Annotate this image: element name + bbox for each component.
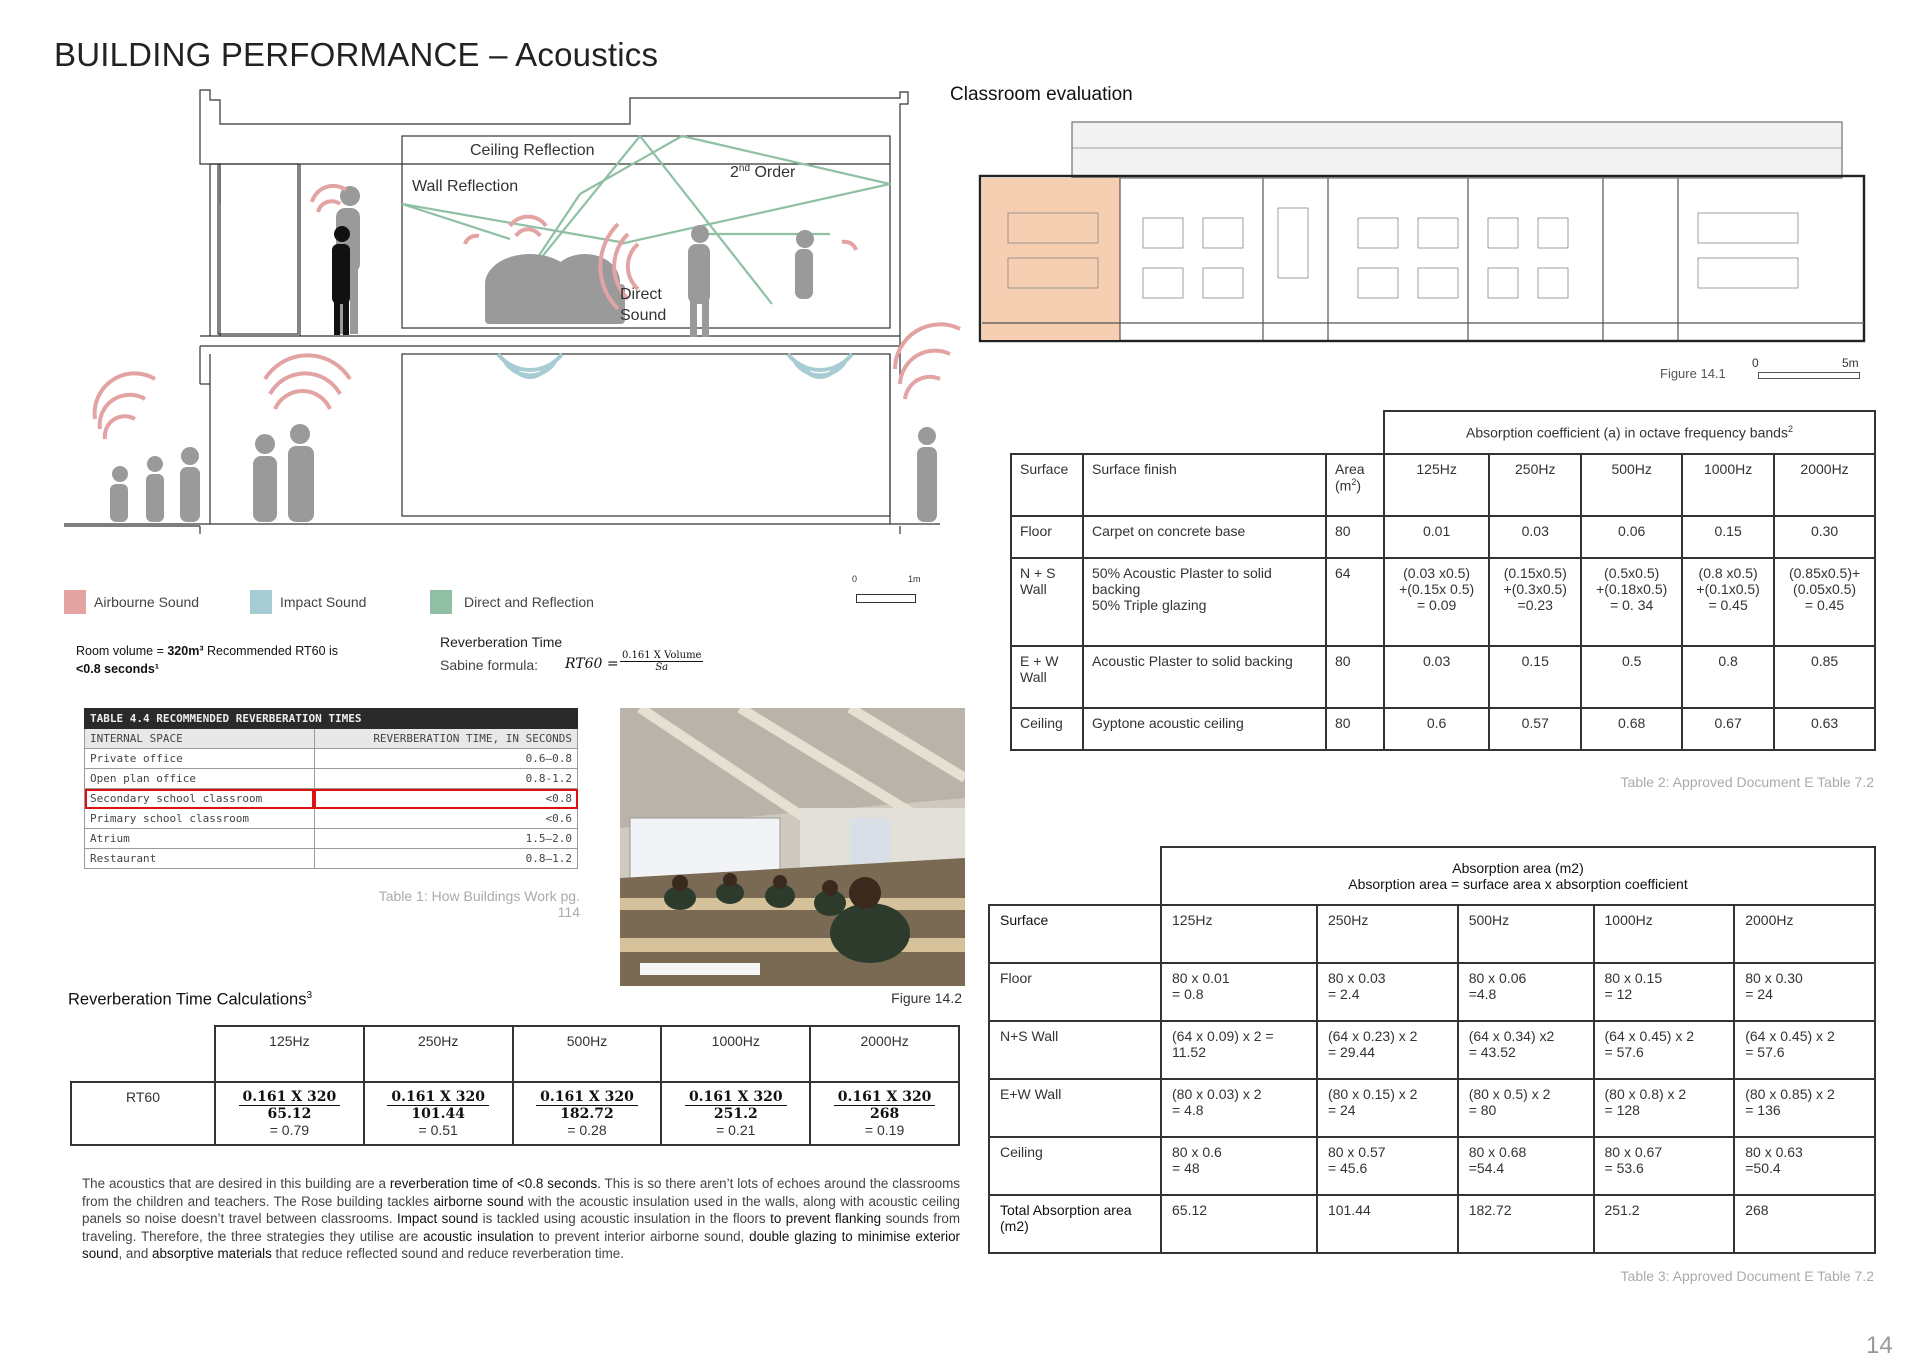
- t2-area-cell: 80: [1326, 516, 1384, 558]
- t2-value-cell: (0.5x0.5) +(0.18x0.5) = 0. 34: [1581, 558, 1682, 646]
- t2-surface-header: Surface: [1011, 454, 1083, 516]
- t3-value-cell: 80 x 0.68 =54.4: [1458, 1137, 1594, 1195]
- rt-fraction: 0.161 X 320 101.44 = 0.51: [387, 1089, 489, 1138]
- book-space-cell: Private office: [85, 749, 315, 769]
- plan-scale-bar: [1758, 372, 1860, 379]
- t2-value-cell: 0.63: [1774, 708, 1875, 750]
- rt-value-cell: [215, 1082, 364, 1145]
- direct-label-2: Sound: [620, 307, 667, 324]
- t2-value-cell: 0.03: [1489, 516, 1581, 558]
- t2-value-cell: (0.15x0.5) +(0.3x0.5) =0.23: [1489, 558, 1581, 646]
- t2-row: [1011, 558, 1875, 646]
- t3-value-cell: 80 x 0.6 = 48: [1161, 1137, 1317, 1195]
- t2-finish-header: Surface finish: [1083, 454, 1326, 516]
- rt-calc-heading: Reverberation Time Calculations$^3$: [68, 990, 313, 1009]
- t2-area-cell: 64: [1326, 558, 1384, 646]
- absorption-area-table: [988, 846, 1876, 1254]
- rt60-lhs: RT60 =: [565, 656, 619, 672]
- book-time-cell: 0.8–1.2: [314, 849, 577, 869]
- book-space-cell: Open plan office: [85, 769, 315, 789]
- rt-band-header: 250Hz: [364, 1026, 513, 1082]
- rt-band-header: 1000Hz: [661, 1026, 810, 1082]
- t2-row: [1011, 708, 1875, 750]
- t3-value-cell: (64 x 0.45) x 2 = 57.6: [1734, 1021, 1875, 1079]
- t3-value-cell: (80 x 0.8) x 2 = 128: [1594, 1079, 1735, 1137]
- t3-row: [989, 1079, 1875, 1137]
- book-table-row: [85, 849, 578, 869]
- t2-value-cell: 0.5: [1581, 646, 1682, 708]
- t3-value-cell: (64 x 0.34) x2 = 43.52: [1458, 1021, 1594, 1079]
- t3-value-cell: 182.72: [1458, 1195, 1594, 1253]
- reverb-heading: Reverberation Time: [440, 634, 563, 650]
- t3-band-header: 250Hz: [1317, 905, 1458, 963]
- t3-band-header: 1000Hz: [1594, 905, 1735, 963]
- rt-row-label: RT60: [71, 1082, 215, 1145]
- page-title: BUILDING PERFORMANCE – Acoustics: [54, 36, 659, 73]
- t2-header-row: [1011, 454, 1875, 516]
- book-time-cell: 0.8-1.2: [314, 769, 577, 789]
- rt-row: [71, 1082, 959, 1145]
- book-col-space: INTERNAL SPACE: [85, 729, 315, 749]
- t3-value-cell: 251.2: [1594, 1195, 1735, 1253]
- t3-surface-header: Surface: [989, 905, 1161, 963]
- t3-row: [989, 1137, 1875, 1195]
- rt-band-header: 125Hz: [215, 1026, 364, 1082]
- t2-value-cell: 0.67: [1682, 708, 1774, 750]
- t2-surface-cell: E + W Wall: [1011, 646, 1083, 708]
- rt-value-cell: [810, 1082, 959, 1145]
- absorption-coefficient-table: [1010, 410, 1876, 751]
- book-space-cell: Secondary school classroom: [85, 789, 315, 809]
- t2-value-cell: 0.03: [1384, 646, 1489, 708]
- rt-band-header: 2000Hz: [810, 1026, 959, 1082]
- t3-row: [989, 1195, 1875, 1253]
- t3-value-cell: 80 x 0.03 = 2.4: [1317, 963, 1458, 1021]
- t2-finish-cell: Acoustic Plaster to solid backing: [1083, 646, 1326, 708]
- section-scale-0: 0: [852, 574, 858, 584]
- summary-paragraph: The acoustics that are desired in this building are a reverberation time of <0.8 seconds. This is so there aren’t lots of echoes around the classrooms from the children and teachers. The Rose building tackles airborne sound with the acoustic insulation used in the walls, along with acoustic ceiling panels so noise doesn’t travel between classrooms. Impact sound is tackled using acoustic insulation in the floors to prevent flanking sounds from traveling. Therefore, the three strategies they utilise are acoustic insulation to prevent interior airborne sound, double glazing to minimise exterior sound, and absorptive materials that reduce reflected sound and reduce reverberation time.: [82, 1176, 961, 1261]
- t2-value-cell: 0.68: [1581, 708, 1682, 750]
- t2-band-header: 250Hz: [1489, 454, 1581, 516]
- t2-value-cell: 0.15: [1489, 646, 1581, 708]
- book-col-time: REVERBERATION TIME, IN SECONDS: [314, 729, 577, 749]
- t3-header-row: [989, 905, 1875, 963]
- book-space-cell: Primary school classroom: [85, 809, 315, 829]
- book-time-cell: <0.8: [314, 789, 577, 809]
- t3-blank: [989, 847, 1161, 905]
- book-table-row: [85, 829, 578, 849]
- classroom-photo: [620, 708, 965, 986]
- t2-surface-cell: N + S Wall: [1011, 558, 1083, 646]
- direct-label-1: Direct: [620, 286, 662, 303]
- t3-value-cell: 80 x 0.01 = 0.8: [1161, 963, 1317, 1021]
- t3-value-cell: (80 x 0.03) x 2 = 4.8: [1161, 1079, 1317, 1137]
- t3-value-cell: 65.12: [1161, 1195, 1317, 1253]
- t3-surface-cell: N+S Wall: [989, 1021, 1161, 1079]
- rt-blank: [71, 1026, 215, 1082]
- t3-band-header: 500Hz: [1458, 905, 1594, 963]
- t3-value-cell: 101.44: [1317, 1195, 1458, 1253]
- t2-row: [1011, 646, 1875, 708]
- wall-reflection-label: Wall Reflection: [412, 178, 519, 195]
- t2-value-cell: 0.57: [1489, 708, 1581, 750]
- direct-swatch: [430, 590, 452, 614]
- t3-value-cell: (80 x 0.85) x 2 = 136: [1734, 1079, 1875, 1137]
- legend-direct: Direct and Reflection: [430, 590, 594, 614]
- book-space-cell: Atrium: [85, 829, 315, 849]
- section-scale-1: 1m: [908, 574, 921, 584]
- rt-fraction: 0.161 X 320 268 = 0.19: [834, 1089, 936, 1138]
- rt-header-row: [71, 1026, 959, 1082]
- t2-surface-cell: Floor: [1011, 516, 1083, 558]
- book-time-cell: <0.6: [314, 809, 577, 829]
- plan-scale-5: 5m: [1842, 356, 1859, 370]
- rt-fraction: 0.161 X 320 182.72 = 0.28: [536, 1089, 638, 1138]
- t2-band-header: 500Hz: [1581, 454, 1682, 516]
- t2-value-cell: (0.85x0.5)+ (0.05x0.5) = 0.45: [1774, 558, 1875, 646]
- t2-value-cell: 0.15: [1682, 516, 1774, 558]
- book-time-cell: 0.6–0.8: [314, 749, 577, 769]
- sabine-label: Sabine formula:: [440, 657, 539, 673]
- t3-value-cell: 268: [1734, 1195, 1875, 1253]
- t2-band-header: 1000Hz: [1682, 454, 1774, 516]
- t2-area-cell: 80: [1326, 708, 1384, 750]
- airborne-swatch: [64, 590, 86, 614]
- t3-group-row: [989, 847, 1875, 905]
- t3-value-cell: (64 x 0.23) x 2 = 29.44: [1317, 1021, 1458, 1079]
- book-time-cell: 1.5–2.0: [314, 829, 577, 849]
- legend-airborne: Airbourne Sound: [64, 590, 199, 614]
- t2-finish-cell: Gyptone acoustic ceiling: [1083, 708, 1326, 750]
- t3-row: [989, 1021, 1875, 1079]
- room-volume-note: Room volume = 320m³ Recommended RT60 is <0.8 seconds¹: [76, 644, 339, 676]
- t3-value-cell: 80 x 0.30 = 24: [1734, 963, 1875, 1021]
- rt-fraction: 0.161 X 320 251.2 = 0.21: [685, 1089, 787, 1138]
- section-scale-bar: [856, 594, 916, 603]
- t3-value-cell: 80 x 0.06 =4.8: [1458, 963, 1594, 1021]
- table3-caption: Table 3: Approved Document E Table 7.2: [1620, 1268, 1874, 1284]
- classroom-floor-plan: [978, 118, 1868, 348]
- t2-band-header: 125Hz: [1384, 454, 1489, 516]
- t3-surface-cell: Floor: [989, 963, 1161, 1021]
- figure-14-1-caption: Figure 14.1: [1660, 366, 1726, 381]
- impact-swatch: [250, 590, 272, 614]
- t2-value-cell: 0.85: [1774, 646, 1875, 708]
- t3-surface-cell: E+W Wall: [989, 1079, 1161, 1137]
- rt-value-cell: [513, 1082, 662, 1145]
- t2-group-row: [1011, 411, 1875, 454]
- t2-value-cell: 0.6: [1384, 708, 1489, 750]
- ceiling-reflection-label: Ceiling Reflection: [470, 142, 595, 159]
- book-table-row: [85, 809, 578, 829]
- recommended-rt-table: [84, 708, 578, 869]
- table2-caption: Table 2: Approved Document E Table 7.2: [1620, 774, 1874, 790]
- acoustic-section-diagram: [60, 84, 980, 534]
- t2-value-cell: (0.8 x0.5) +(0.1x0.5) = 0.45: [1682, 558, 1774, 646]
- t2-value-cell: 0.8: [1682, 646, 1774, 708]
- t3-value-cell: 80 x 0.57 = 45.6: [1317, 1137, 1458, 1195]
- t2-finish-cell: 50% Acoustic Plaster to solid backing 50% Triple glazing: [1083, 558, 1326, 646]
- t3-row: [989, 963, 1875, 1021]
- book-table-title: TABLE 4.4 RECOMMENDED REVERBERATION TIMES: [85, 709, 578, 729]
- t3-value-cell: (64 x 0.09) x 2 = 11.52: [1161, 1021, 1317, 1079]
- t2-area-header: Area $(m^2)$: [1326, 454, 1384, 516]
- figure-14-2-caption: Figure 14.2: [891, 990, 962, 1006]
- book-table-row: [85, 769, 578, 789]
- t3-value-cell: (80 x 0.5) x 2 = 80: [1458, 1079, 1594, 1137]
- rt-value-cell: [364, 1082, 513, 1145]
- t3-group-header: Absorption area (m2) Absorption area = surface area x absorption coefficient: [1161, 847, 1875, 905]
- table1-caption: Table 1: How Buildings Work pg. 114: [378, 888, 580, 920]
- t2-surface-cell: Ceiling: [1011, 708, 1083, 750]
- classroom-evaluation-heading: Classroom evaluation: [950, 84, 1133, 105]
- second-order-label: 2nd Order: [730, 163, 796, 181]
- book-table-row: [85, 749, 578, 769]
- page-number: 14: [1866, 1332, 1893, 1359]
- t2-value-cell: (0.03 x0.5) +(0.15x 0.5) = 0.09: [1384, 558, 1489, 646]
- t3-surface-cell: Total Absorption area (m2): [989, 1195, 1161, 1253]
- t2-area-cell: 80: [1326, 646, 1384, 708]
- book-table-row: [85, 789, 578, 809]
- book-space-cell: Restaurant: [85, 849, 315, 869]
- t2-value-cell: 0.30: [1774, 516, 1875, 558]
- t3-value-cell: (80 x 0.15) x 2 = 24: [1317, 1079, 1458, 1137]
- legend-impact: Impact Sound: [250, 590, 366, 614]
- t3-value-cell: 80 x 0.63 =50.4: [1734, 1137, 1875, 1195]
- t2-value-cell: 0.01: [1384, 516, 1489, 558]
- t3-band-header: 125Hz: [1161, 905, 1317, 963]
- sabine-fraction: 0.161 X Volume Sa: [622, 650, 702, 673]
- t2-group-header: Absorption coefficient (a) in octave frequency bands$^2$: [1384, 411, 1875, 454]
- t2-row: [1011, 516, 1875, 558]
- rt-value-cell: [661, 1082, 810, 1145]
- rt-calc-table: [70, 1025, 960, 1146]
- t3-value-cell: (64 x 0.45) x 2 = 57.6: [1594, 1021, 1735, 1079]
- t3-value-cell: 80 x 0.67 = 53.6: [1594, 1137, 1735, 1195]
- book-table-title-row: [85, 709, 578, 729]
- plan-scale-0: 0: [1752, 356, 1759, 370]
- t2-finish-cell: Carpet on concrete base: [1083, 516, 1326, 558]
- t2-band-header: 2000Hz: [1774, 454, 1875, 516]
- t3-value-cell: 80 x 0.15 = 12: [1594, 963, 1735, 1021]
- t3-surface-cell: Ceiling: [989, 1137, 1161, 1195]
- rt-band-header: 500Hz: [513, 1026, 662, 1082]
- rt-fraction: 0.161 X 320 65.12 = 0.79: [239, 1089, 341, 1138]
- t2-blank: [1011, 411, 1384, 454]
- t2-value-cell: 0.06: [1581, 516, 1682, 558]
- t3-band-header: 2000Hz: [1734, 905, 1875, 963]
- book-table-header-row: [85, 729, 578, 749]
